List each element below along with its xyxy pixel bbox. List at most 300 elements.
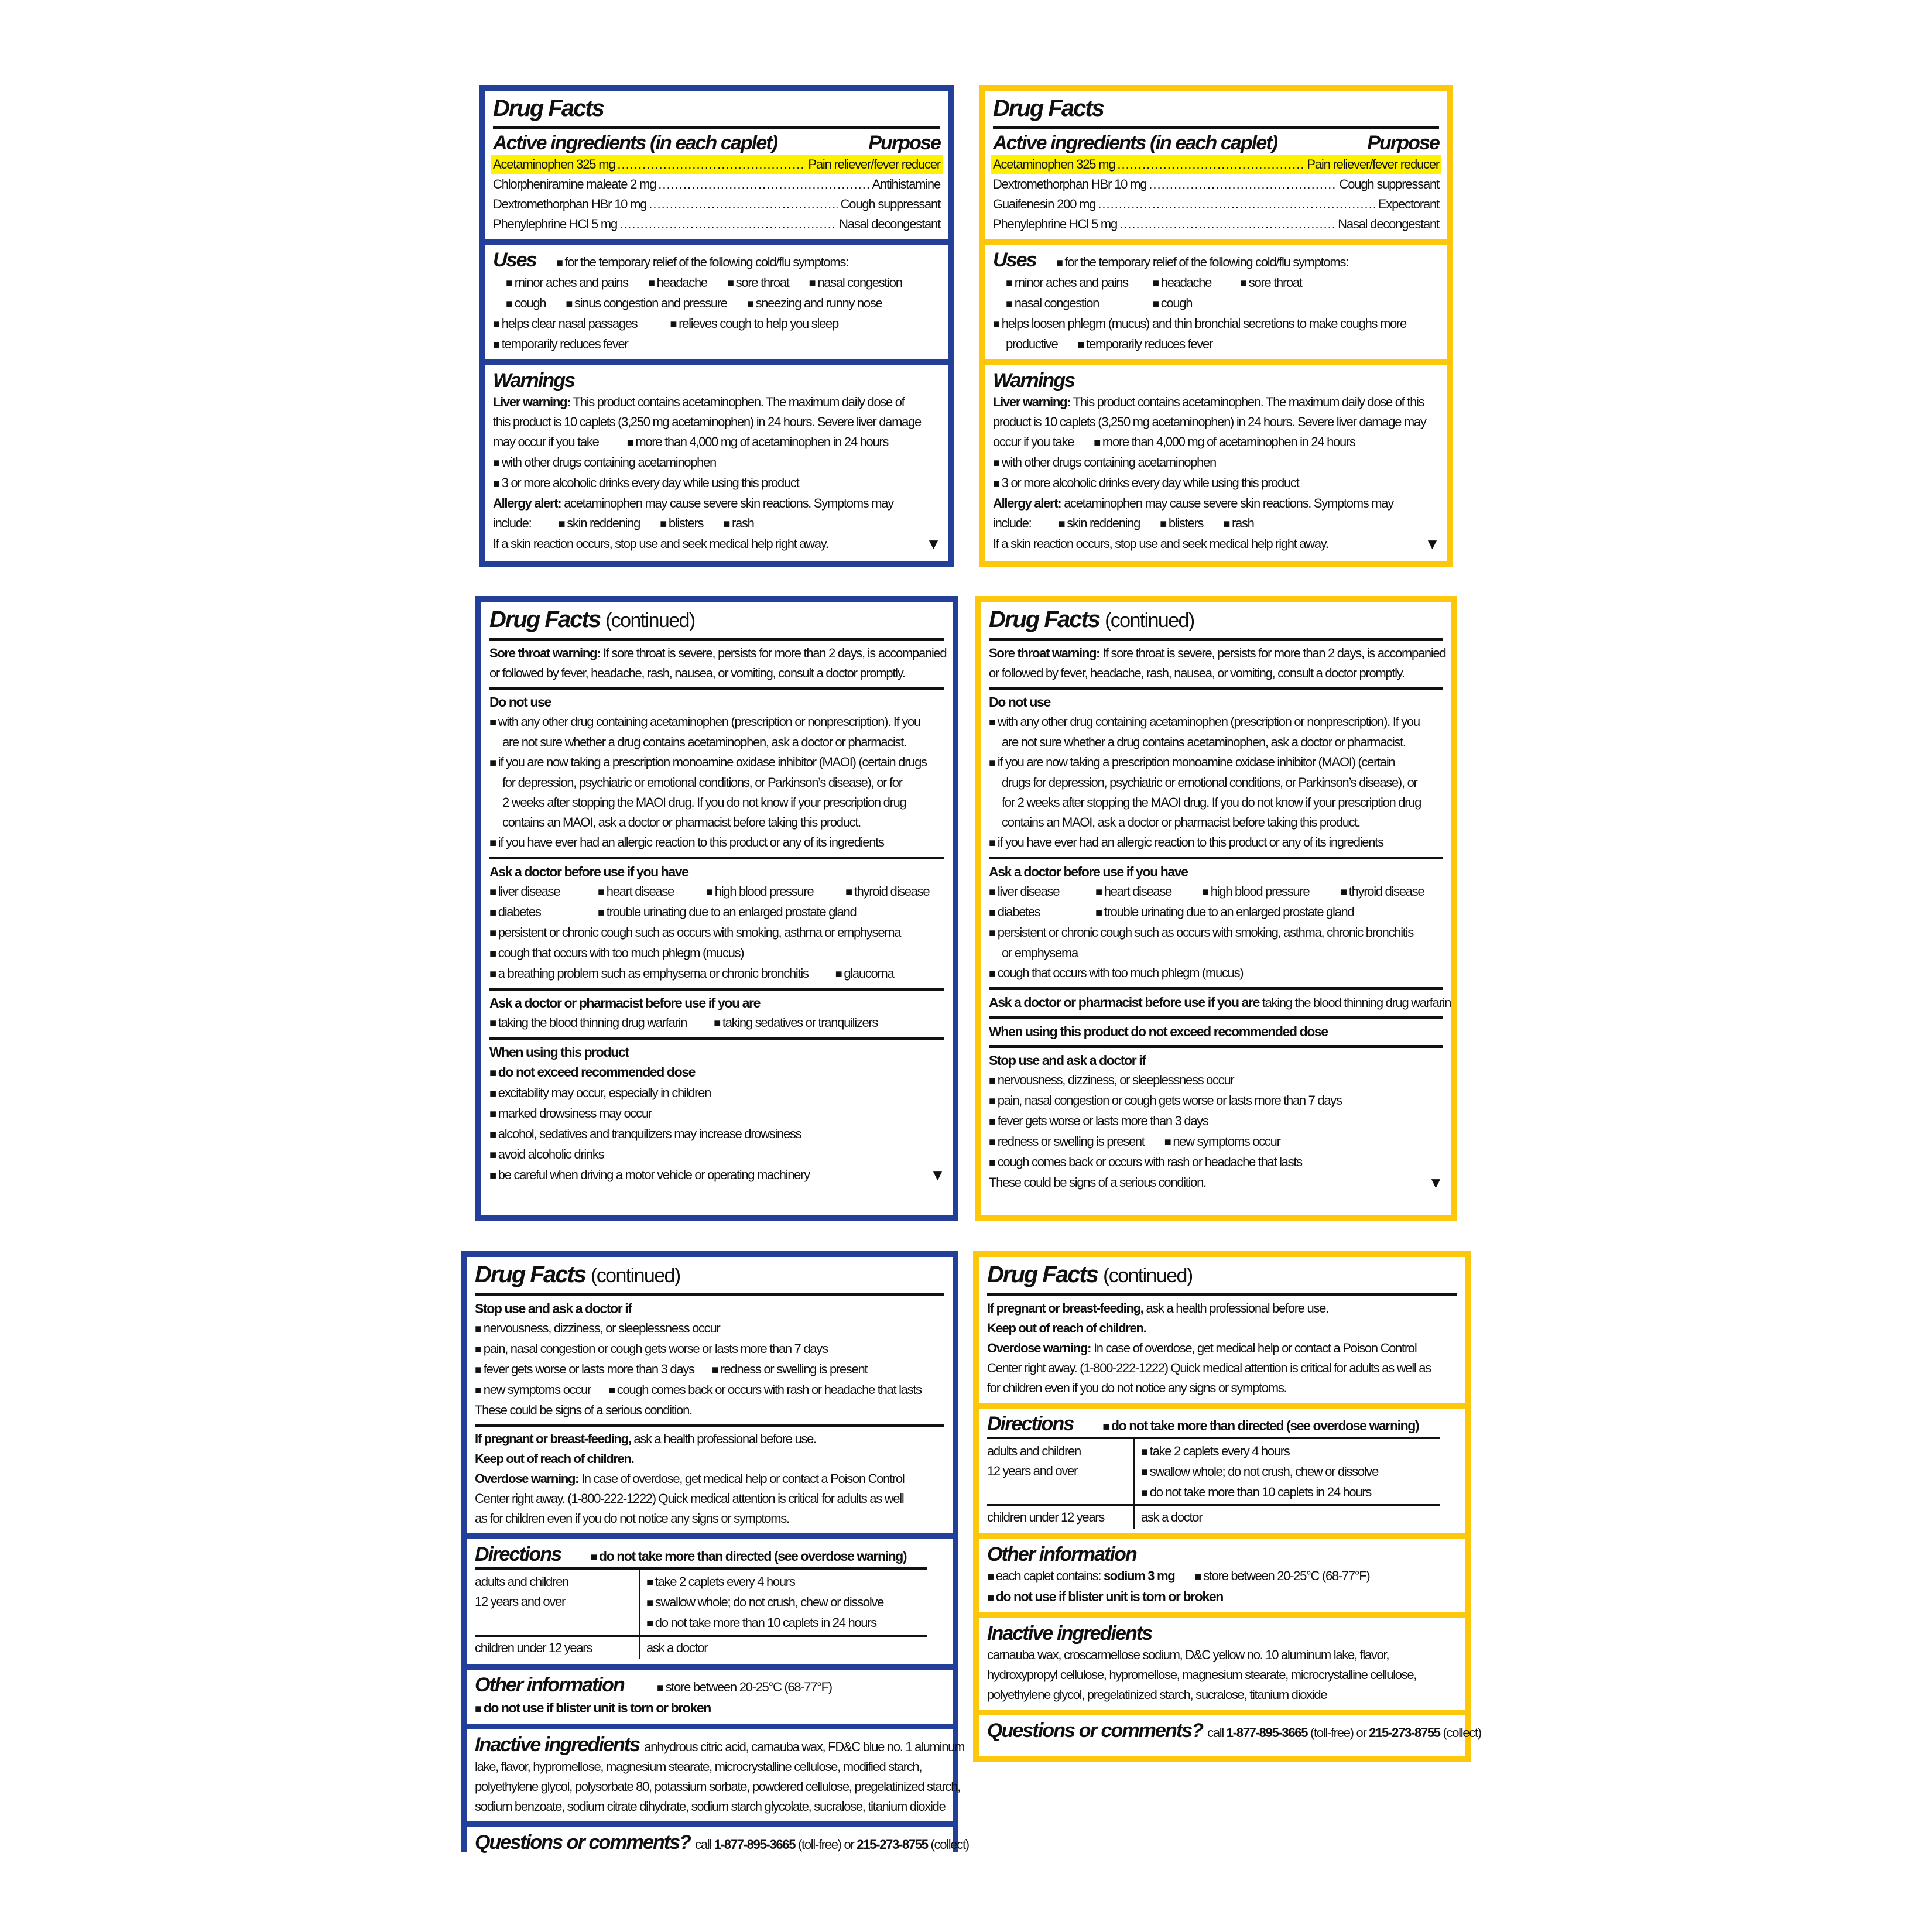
dosage-cell: ask a doctor <box>1135 1505 1440 1529</box>
storage-text: store between 20-25°C (68-77°F) <box>665 1680 832 1694</box>
square-bullet-icon <box>493 455 502 470</box>
allergy-item-text: blisters <box>1168 516 1204 530</box>
square-bullet-icon <box>989 925 998 940</box>
pregnancy-label: If pregnant or breast-feeding, <box>475 1431 631 1446</box>
condition-item <box>1202 882 1340 902</box>
stop-use-item-text: cough comes back or occurs with rash or headache that lasts <box>997 1155 1302 1169</box>
age-group-text: 12 years and over <box>475 1594 566 1609</box>
overdose-text: as for children even if you do not notice any signs or symptoms. <box>475 1511 789 1526</box>
overdose-text: Center right away. (1-800-222-1222) Quick medical attention is critical for adults as well as <box>987 1361 1431 1375</box>
square-bullet-icon <box>657 1680 666 1694</box>
ingredient-purpose: Nasal decongestant <box>1338 217 1439 231</box>
drug-facts-title: Drug Facts <box>989 607 1099 632</box>
use-item <box>506 273 628 293</box>
overdose-label: Overdose warning: <box>475 1471 579 1486</box>
square-bullet-icon <box>1223 516 1232 530</box>
down-triangle-icon: ▼ <box>1428 1174 1443 1191</box>
square-bullet-icon <box>1152 296 1161 310</box>
do-not-use-item: contains an MAOI, ask a doctor or pharmacist before taking this product. <box>1002 815 1360 830</box>
square-bullet-icon <box>993 316 1002 331</box>
square-bullet-icon <box>1202 884 1211 899</box>
square-bullet-icon <box>475 1321 484 1335</box>
warnings-heading: Warnings <box>493 369 575 392</box>
square-bullet-icon <box>706 884 715 899</box>
inactive-ingredients-box <box>979 1618 1465 1710</box>
use-item-text: minor aches and pains <box>1014 275 1128 290</box>
condition-item <box>489 943 944 964</box>
divider <box>989 1016 1443 1019</box>
condition-item <box>989 882 1095 902</box>
divider <box>989 987 1443 990</box>
active-ingredients-heading: Active ingredients (in each caplet) <box>493 132 777 154</box>
sodium-amount: sodium 3 mg <box>1104 1568 1175 1583</box>
ingredient-name: Phenylephrine HCl 5 mg <box>493 217 618 231</box>
ingredient-purpose: Cough suppressant <box>840 197 940 211</box>
square-bullet-icon <box>506 296 515 310</box>
condition-item-text: trouble urinating due to an enlarged prostate gland <box>606 905 857 919</box>
ingredient-name: Guaifenesin 200 mg <box>993 197 1096 211</box>
stop-use-item <box>989 1091 1443 1111</box>
condition-item <box>489 923 944 943</box>
drug-facts-panel-2 <box>979 85 1453 567</box>
use-item-text: sneezing and runny nose <box>755 296 882 310</box>
do-not-use-heading: Do not use <box>989 694 1050 710</box>
square-bullet-icon <box>648 275 657 290</box>
questions-heading: Questions or comments? <box>987 1719 1203 1742</box>
inactive-ingredients-text: lake, flavor, hypromellose, magnesium stearate, microcrystalline cellulose, modified starch, <box>475 1759 922 1774</box>
condition-item-text: trouble urinating due to an enlarged prostate gland <box>1104 905 1354 919</box>
directions-warning <box>1102 1416 1419 1437</box>
ingredient-row <box>493 174 940 194</box>
use-item-continued: productive <box>1006 337 1058 351</box>
use-item-text: helps loosen phlegm (mucus) and thin bronchial secretions to make coughs more <box>1001 316 1406 331</box>
stop-use-heading: Stop use and ask a doctor if <box>989 1053 1146 1068</box>
square-bullet-icon <box>627 434 636 449</box>
use-item-text: relieves cough to help you sleep <box>679 316 838 331</box>
sore-throat-text: If sore throat is severe, persists for more than 2 days, is accompanied <box>1102 646 1446 660</box>
age-group-cell <box>475 1568 640 1636</box>
square-bullet-icon <box>1102 1418 1111 1433</box>
condition-item <box>1095 902 1354 923</box>
down-triangle-icon: ▼ <box>926 535 940 553</box>
condition-item-text: heart disease <box>1104 884 1171 899</box>
drug-facts-title: Drug Facts <box>489 607 600 632</box>
liver-warning-item <box>493 453 940 473</box>
do-not-use-item: if you are now taking a prescription monoamine oxidase inhibitor (MAOI) (certain <box>997 755 1395 769</box>
condition-item <box>489 902 598 923</box>
square-bullet-icon <box>987 1589 996 1604</box>
warnings-box <box>985 365 1447 561</box>
directions-row <box>987 1505 1440 1529</box>
collect-phone-link[interactable]: 215-273-8755 <box>857 1837 928 1852</box>
liver-warning-item-text: with other drugs containing acetaminophen <box>1001 455 1216 470</box>
ingredient-purpose: Cough suppressant <box>1339 177 1439 191</box>
when-using-item-text: be careful when driving a motor vehicle or operating machinery <box>498 1167 810 1182</box>
use-item-text: headache <box>1160 275 1212 290</box>
use-item-text: temporarily reduces fever <box>501 337 628 351</box>
age-group-cell: children under 12 years <box>987 1505 1135 1529</box>
leader-dots <box>1098 194 1375 214</box>
use-item <box>493 334 940 355</box>
pharmacist-item-text: taking sedatives or tranquilizers <box>722 1015 878 1030</box>
down-triangle-icon: ▼ <box>930 1166 944 1184</box>
allergy-item <box>1223 513 1253 534</box>
inactive-ingredients-text: polyethylene glycol, polysorbate 80, potassium sorbate, powdered cellulose, pregelatinized starch, <box>475 1779 960 1794</box>
divider <box>489 988 944 991</box>
ingredient-row <box>993 214 1439 234</box>
square-bullet-icon <box>809 275 818 290</box>
stop-use-item-text: fever gets worse or lasts more than 3 days <box>997 1114 1208 1128</box>
square-bullet-icon <box>993 455 1002 470</box>
condition-item-text: cough that occurs with too much phlegm (mucus) <box>498 946 744 960</box>
do-not-use-item: for depression, psychiatric or emotional conditions, or Parkinson’s disease), or for <box>502 775 902 790</box>
pharmacist-item <box>714 1013 878 1033</box>
dosage-item <box>646 1613 922 1633</box>
do-not-use-item: for 2 weeks after stopping the MAOI drug. If you do not know if your prescription drug <box>1002 795 1421 810</box>
divider <box>475 1293 944 1296</box>
uses-heading: Uses <box>493 249 536 271</box>
square-bullet-icon <box>489 1167 498 1182</box>
toll-free-phone-link[interactable]: 1-877-895-3665 <box>1226 1725 1308 1740</box>
leader-dots <box>617 155 806 174</box>
do-not-use-item: with any other drug containing acetaminophen (prescription or nonprescription). If you <box>997 714 1420 729</box>
divider <box>475 1424 944 1427</box>
liver-warning-item-text: 3 or more alcoholic drinks every day while using this product <box>501 475 799 490</box>
square-bullet-icon <box>1095 884 1104 899</box>
directions-row <box>987 1438 1440 1505</box>
divider <box>989 638 1443 641</box>
use-item-text: headache <box>656 275 707 290</box>
square-bullet-icon <box>989 1134 998 1149</box>
ask-doctor-heading: Ask a doctor before use if you have <box>489 864 688 879</box>
ingredient-name: Dextromethorphan HBr 10 mg <box>493 197 647 211</box>
do-not-use-item: 2 weeks after stopping the MAOI drug. If you do not know if your prescription drug <box>502 795 906 810</box>
toll-free-phone-link[interactable]: 1-877-895-3665 <box>714 1837 796 1852</box>
overdose-text: for children even if you do not notice any signs or symptoms. <box>987 1381 1287 1395</box>
use-item <box>993 314 1439 334</box>
use-item-text: cough <box>1160 296 1193 310</box>
condition-item <box>1340 882 1424 902</box>
ingredient-row <box>993 174 1439 194</box>
condition-item <box>598 882 706 902</box>
other-information-box <box>979 1539 1465 1612</box>
square-bullet-icon <box>558 516 567 530</box>
allergy-item-text: rash <box>731 516 754 530</box>
keep-out-of-reach: Keep out of reach of children. <box>987 1321 1146 1335</box>
liver-warning-label: Liver warning: <box>993 395 1071 409</box>
directions-table <box>987 1437 1440 1529</box>
allergy-item <box>660 513 703 534</box>
divider <box>993 126 1439 129</box>
stop-use-item <box>475 1339 944 1359</box>
condition-item-text: thyroid disease <box>1348 884 1424 899</box>
pregnancy-text: ask a health professional before use. <box>1146 1301 1328 1316</box>
allergy-item <box>723 513 753 534</box>
square-bullet-icon <box>1194 1568 1203 1583</box>
use-item <box>747 293 882 314</box>
age-group-text: adults and children <box>475 1574 568 1589</box>
square-bullet-icon <box>1164 1134 1173 1149</box>
directions-box <box>467 1539 953 1664</box>
square-bullet-icon <box>489 1064 498 1080</box>
do-not-use-item: drugs for depression, psychiatric or emotional conditions, or Parkinson’s disease), or <box>1002 775 1417 790</box>
use-item <box>1240 273 1302 293</box>
uses-intro: for the temporary relief of the following cold/flu symptoms: <box>1064 255 1348 269</box>
inactive-ingredients-box <box>467 1729 965 1821</box>
square-bullet-icon <box>845 884 854 899</box>
ingredient-row <box>493 194 940 214</box>
liver-warning-item <box>993 473 1439 494</box>
ingredient-name: Acetaminophen 325 mg <box>493 157 615 172</box>
condition-item <box>835 964 894 984</box>
serious-condition-note: These could be signs of a serious condition. <box>989 1175 1206 1190</box>
divider <box>989 1045 1443 1048</box>
pharmacist-item-text: taking the blood thinning drug warfarin <box>498 1015 687 1030</box>
age-group-cell: children under 12 years <box>475 1636 640 1659</box>
square-bullet-icon <box>1160 516 1169 530</box>
uses-intro: for the temporary relief of the following cold/flu symptoms: <box>564 255 848 269</box>
square-bullet-icon <box>489 1015 498 1030</box>
when-using-heading: When using this product do not exceed recommended dose <box>989 1024 1328 1039</box>
use-item-text: nasal congestion <box>1014 296 1099 310</box>
stop-use-item-text: redness or swelling is present <box>997 1134 1145 1149</box>
blister-warning <box>475 1698 944 1719</box>
skin-reaction-text: If a skin reaction occurs, stop use and seek medical help right away. <box>493 536 828 551</box>
sore-throat-text: If sore throat is severe, persists for more than 2 days, is accompanied <box>602 646 947 660</box>
use-item <box>493 314 637 334</box>
condition-item-text: persistent or chronic cough such as occurs with smoking, asthma, chronic bronchitis <box>997 925 1413 940</box>
warnings-box <box>485 365 948 561</box>
dosage-cell <box>1135 1438 1440 1505</box>
dosage-item <box>1141 1462 1434 1482</box>
active-ingredients-header <box>493 131 940 155</box>
square-bullet-icon <box>1006 296 1015 310</box>
square-bullet-icon <box>1094 434 1102 449</box>
when-using-item-text: excitability may occur, especially in children <box>498 1085 711 1100</box>
do-not-use-item: if you have ever had an allergic reaction to this product or any of its ingredients <box>997 835 1383 849</box>
divider <box>489 687 944 690</box>
inactive-ingredients-text: hydroxypropyl cellulose, hypromellose, magnesium stearate, microcrystalline cellulose, <box>987 1667 1417 1682</box>
blister-warning-text: do not use if blister unit is torn or broken <box>483 1700 711 1715</box>
liver-warning-text: This product contains acetaminophen. The maximum daily dose of this <box>1073 395 1424 409</box>
liver-warning-item <box>993 453 1439 473</box>
use-item <box>727 273 789 293</box>
liver-warning-text: may occur if you take <box>493 434 599 449</box>
uses-heading: Uses <box>993 249 1036 271</box>
use-item <box>506 293 546 314</box>
directions-row <box>475 1568 927 1636</box>
condition-item-text: diabetes <box>997 905 1040 919</box>
liver-warning-item-text: 3 or more alcoholic drinks every day while using this product <box>1001 475 1299 490</box>
inactive-ingredients-text: carnauba wax, croscarmellose sodium, D&C yellow no. 10 aluminum lake, flavor, <box>987 1647 1389 1662</box>
square-bullet-icon <box>646 1615 655 1630</box>
ingredient-row <box>493 214 940 234</box>
divider <box>489 1037 944 1040</box>
active-ingredients-box <box>485 91 948 239</box>
square-bullet-icon <box>493 316 502 331</box>
square-bullet-icon <box>989 1155 998 1169</box>
use-item-text: cough <box>514 296 546 310</box>
do-not-use-item: with any other drug containing acetaminophen (prescription or nonprescription). If you <box>498 714 920 729</box>
square-bullet-icon <box>989 714 998 729</box>
stop-use-item <box>989 1070 1443 1091</box>
square-bullet-icon <box>489 966 498 981</box>
use-item-text: sinus congestion and pressure <box>574 296 727 310</box>
square-bullet-icon <box>989 965 998 980</box>
inactive-ingredients-text: sodium benzoate, sodium citrate dihydrate, sodium starch glycolate, sucralose, titanium dioxide <box>475 1799 946 1814</box>
do-not-use-item: are not sure whether a drug contains acetaminophen, ask a doctor or pharmacist. <box>1002 735 1406 749</box>
serious-condition-note: These could be signs of a serious condition. <box>475 1403 692 1417</box>
square-bullet-icon <box>489 925 498 940</box>
condition-item-text: liver disease <box>498 884 560 899</box>
condition-item-text: thyroid disease <box>854 884 930 899</box>
do-not-use-item: are not sure whether a drug contains acetaminophen, ask a doctor or pharmacist. <box>502 735 906 749</box>
pharmacist-item: taking the blood thinning drug warfarin <box>1262 995 1451 1010</box>
when-using-item-text: do not exceed recommended dose <box>498 1064 696 1080</box>
square-bullet-icon <box>1340 884 1349 899</box>
dosage-item-text: take 2 caplets every 4 hours <box>1149 1444 1290 1458</box>
condition-item <box>706 882 845 902</box>
square-bullet-icon <box>489 946 498 960</box>
do-not-use-item: contains an MAOI, ask a doctor or pharmacist before taking this product. <box>502 815 861 830</box>
stop-use-item <box>989 1111 1443 1132</box>
collect-label: (collect) <box>1443 1725 1481 1740</box>
condition-item <box>845 882 929 902</box>
square-bullet-icon <box>489 884 498 899</box>
sodium-text: each caplet contains: <box>995 1568 1101 1583</box>
drug-facts-title: Drug Facts <box>493 95 604 121</box>
inactive-ingredients-text: polyethylene glycol, pregelatinized starch, sucralose, titanium dioxide <box>987 1687 1327 1702</box>
drug-facts-title: Drug Facts <box>475 1262 585 1287</box>
dosage-item-text: swallow whole; do not crush, chew or dissolve <box>1149 1464 1379 1479</box>
ingredient-name: Phenylephrine HCl 5 mg <box>993 217 1118 231</box>
when-using-item <box>489 1124 944 1145</box>
square-bullet-icon <box>712 1362 721 1376</box>
leader-dots <box>658 174 869 194</box>
do-not-use-item: if you have ever had an allergic reaction to this product or any of its ingredients <box>498 835 884 849</box>
sore-throat-label: Sore throat warning: <box>989 646 1100 660</box>
dosage-item-text: take 2 caplets every 4 hours <box>655 1574 795 1589</box>
sore-throat-text: or followed by fever, headache, rash, nausea, or vomiting, consult a doctor promptly. <box>989 666 1405 680</box>
condition-item-text: persistent or chronic cough such as occurs with smoking, asthma or emphysema <box>498 925 901 940</box>
square-bullet-icon <box>747 296 756 310</box>
square-bullet-icon <box>489 1106 498 1121</box>
square-bullet-icon <box>989 905 998 919</box>
liver-warning-text: this product is 10 caplets (3,250 mg acetaminophen) in 24 hours. Severe liver damage <box>493 415 921 429</box>
pregnancy-label: If pregnant or breast-feeding, <box>987 1301 1143 1316</box>
skin-reaction-text: If a skin reaction occurs, stop use and seek medical help right away. <box>993 536 1328 551</box>
square-bullet-icon <box>475 1700 484 1715</box>
ingredient-purpose: Nasal decongestant <box>839 217 940 231</box>
purpose-heading: Purpose <box>868 132 940 154</box>
square-bullet-icon <box>989 755 998 769</box>
condition-item <box>989 902 1095 923</box>
divider <box>989 857 1443 859</box>
stop-use-heading: Stop use and ask a doctor if <box>475 1301 632 1316</box>
continued-label: (continued) <box>1103 1265 1193 1287</box>
warnings-continued-box <box>981 602 1451 1215</box>
ask-doctor-heading: Ask a doctor before use if you have <box>989 864 1188 879</box>
stop-use-item-text: cough comes back or occurs with rash or headache that lasts <box>616 1382 922 1397</box>
stop-use-item <box>712 1359 868 1380</box>
collect-label: (collect) <box>930 1837 969 1852</box>
dosage-item <box>646 1592 922 1613</box>
ingredient-row-highlighted <box>491 155 943 174</box>
overdose-text: Center right away. (1-800-222-1222) Quick medical attention is critical for adults as well <box>475 1491 904 1506</box>
inactive-ingredients-heading: Inactive ingredients <box>987 1622 1152 1645</box>
inactive-ingredients-heading: Inactive ingredients <box>475 1734 640 1756</box>
square-bullet-icon <box>493 475 502 490</box>
drug-facts-panel-5 <box>461 1251 969 1854</box>
square-bullet-icon <box>1095 905 1104 919</box>
condition-item <box>598 902 856 923</box>
stop-use-item-text: redness or swelling is present <box>720 1362 868 1376</box>
square-bullet-icon <box>556 255 565 269</box>
liver-warning-item <box>493 473 940 494</box>
dosage-item-text: swallow whole; do not crush, chew or dissolve <box>655 1595 884 1609</box>
dosage-item-text: do not take more than 10 caplets in 24 hours <box>1149 1485 1371 1499</box>
ingredient-name: Dextromethorphan HBr 10 mg <box>993 177 1147 191</box>
liver-warning-text: product is 10 caplets (3,250 mg acetaminophen) in 24 hours. Severe liver damage may <box>993 415 1426 429</box>
collect-phone-link[interactable]: 215-273-8755 <box>1369 1725 1440 1740</box>
ask-pharmacist-heading: Ask a doctor or pharmacist before use if you are <box>989 995 1259 1010</box>
allergy-item-text: skin reddening <box>567 516 640 530</box>
continued-label: (continued) <box>605 609 695 632</box>
square-bullet-icon <box>1240 275 1249 290</box>
purpose-heading: Purpose <box>1367 132 1439 154</box>
liver-warning-label: Liver warning: <box>493 395 571 409</box>
ingredient-purpose: Pain reliever/fever reducer <box>1307 157 1439 172</box>
dosage-cell: ask a doctor <box>640 1636 928 1659</box>
square-bullet-icon <box>475 1362 484 1376</box>
square-bullet-icon <box>727 275 736 290</box>
square-bullet-icon <box>489 905 498 919</box>
when-using-heading: When using this product <box>489 1044 629 1060</box>
when-using-item-text: marked drowsiness may occur <box>498 1106 652 1121</box>
dosage-item <box>1141 1441 1434 1462</box>
divider <box>987 1293 1457 1296</box>
warnings-continued-box <box>481 602 953 1215</box>
allergy-item <box>1160 513 1203 534</box>
stop-use-item <box>989 1152 1443 1173</box>
square-bullet-icon <box>590 1549 599 1564</box>
ingredient-row <box>993 194 1439 214</box>
stop-use-item-text: nervousness, dizziness, or sleeplessness occur <box>997 1073 1234 1087</box>
square-bullet-icon <box>835 966 844 981</box>
leader-dots <box>1117 155 1304 174</box>
overdose-label: Overdose warning: <box>987 1341 1091 1355</box>
active-ingredients-heading: Active ingredients (in each caplet) <box>993 132 1277 154</box>
other-information-heading: Other information <box>987 1543 1136 1566</box>
square-bullet-icon <box>989 1093 998 1108</box>
use-item <box>1152 273 1240 293</box>
condition-item-text: liver disease <box>997 884 1060 899</box>
allergy-alert-label: Allergy alert: <box>493 496 561 511</box>
drug-facts-title: Drug Facts <box>987 1262 1098 1287</box>
condition-item-text: high blood pressure <box>714 884 814 899</box>
do-not-use-item: if you are now taking a prescription monoamine oxidase inhibitor (MAOI) (certain drugs <box>498 755 927 769</box>
use-item-text: helps clear nasal passages <box>501 316 638 331</box>
ingredient-name: Acetaminophen 325 mg <box>993 157 1115 172</box>
liver-warning-text: This product contains acetaminophen. The maximum daily dose of <box>573 395 905 409</box>
directions-table <box>475 1567 927 1659</box>
allergy-item-text: skin reddening <box>1067 516 1140 530</box>
pregnancy-overdose-box <box>979 1257 1465 1403</box>
leader-dots <box>1149 174 1337 194</box>
square-bullet-icon <box>989 1073 998 1087</box>
stop-use-item-text: new symptoms occur <box>1173 1134 1280 1149</box>
square-bullet-icon <box>489 835 498 849</box>
